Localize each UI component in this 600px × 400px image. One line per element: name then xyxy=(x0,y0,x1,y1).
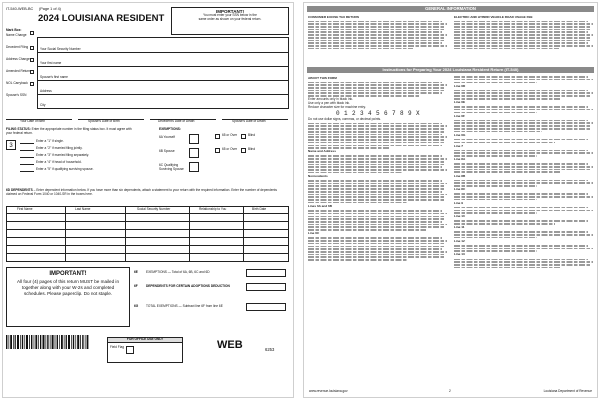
ev-fee-text xyxy=(454,21,594,50)
text-line xyxy=(454,207,588,209)
filing-option-2: Enter a "2" if married filing jointly. xyxy=(36,146,83,150)
blind-spouse-box[interactable] xyxy=(241,148,246,153)
text-line xyxy=(308,128,445,130)
instructions-bar: Instructions for Preparing Your 2024 Louisiana Resident Return (IT-540) xyxy=(307,67,594,73)
text-line xyxy=(454,131,542,133)
mark-box-heading: Mark Box: xyxy=(6,28,22,32)
text-line xyxy=(454,231,588,233)
important-heading: IMPORTANT! xyxy=(216,9,244,14)
mark-decedent-label: Decedent Filing xyxy=(6,45,29,49)
city-input[interactable] xyxy=(78,96,286,106)
text-line xyxy=(454,125,591,127)
first-name-field-label: Your first name xyxy=(40,61,62,65)
footer-department: Louisiana Department of Revenue xyxy=(543,389,592,394)
exemption-totals xyxy=(134,267,290,327)
text-line xyxy=(308,256,444,258)
line-13-text xyxy=(454,259,594,269)
text-line xyxy=(454,37,591,39)
line-6d-text xyxy=(454,90,594,100)
text-line xyxy=(308,21,442,23)
text-line xyxy=(308,185,445,187)
text-line xyxy=(308,188,444,190)
field-flag-box xyxy=(126,346,134,354)
text-line xyxy=(454,166,593,168)
text-line xyxy=(308,158,447,160)
line-6g-input[interactable] xyxy=(246,303,286,311)
dob-label-spouse: Spouse's Date of Birth xyxy=(88,119,120,123)
mark-amended-box[interactable] xyxy=(30,70,34,74)
text-line xyxy=(308,45,447,47)
text-line xyxy=(454,42,588,44)
section-line-6e: Line 6E xyxy=(454,100,466,105)
line-6e-num: 6E xyxy=(134,270,138,274)
text-line xyxy=(454,142,555,144)
text-line xyxy=(308,169,447,171)
line-11-text xyxy=(454,231,594,238)
text-line xyxy=(308,218,444,220)
text-line xyxy=(308,254,445,256)
important-mailing-heading: IMPORTANT! xyxy=(49,271,87,277)
line-8b-text xyxy=(454,180,594,187)
web-mark: WEB xyxy=(217,339,243,351)
line-6e-text xyxy=(454,106,594,113)
mark-amended-label: Amended Return xyxy=(6,69,31,73)
text-line xyxy=(308,180,442,182)
filing-status-box[interactable]: 3 xyxy=(6,140,16,150)
text-line xyxy=(308,84,447,86)
ocr-text xyxy=(308,123,448,149)
age-65-spouse-box[interactable] xyxy=(215,148,220,153)
line-12-text xyxy=(454,245,594,252)
spouse-name-field-label: Spouse's first name xyxy=(40,75,68,79)
mark-address-label: Address Change xyxy=(6,57,30,61)
text-line xyxy=(308,248,442,250)
dob-row xyxy=(6,113,289,125)
text-line xyxy=(454,193,588,195)
barcode xyxy=(6,335,90,349)
section-name-address: Name and Address xyxy=(308,149,336,154)
text-line xyxy=(308,29,444,31)
dod-label-spouse: Spouse's Date of Death xyxy=(232,119,266,123)
text-line xyxy=(454,185,537,187)
filing-status-intro: Enter the appropriate number in the filing status box. It must agree with your federal return. xyxy=(6,127,132,135)
mark-name-change-box[interactable] xyxy=(30,31,34,35)
text-line xyxy=(454,29,590,31)
ocr-guidance-line-4: Do not use dollar signs, commas, or decimal points. xyxy=(308,116,381,121)
text-line xyxy=(454,169,591,171)
text-line xyxy=(308,139,445,141)
line-9-text xyxy=(454,207,594,214)
address-field-label: Address xyxy=(40,89,52,93)
important-ssn-box xyxy=(171,7,289,35)
mark-decedent-box[interactable] xyxy=(30,46,34,50)
text-line xyxy=(454,79,593,81)
line-10-text xyxy=(454,220,594,224)
section-lines-6a-6b: Lines 6A and 6B xyxy=(308,203,332,208)
footer-url[interactable]: www.revenue.louisiana.gov xyxy=(309,389,348,394)
section-line-10: Line 10 xyxy=(454,214,465,219)
text-line xyxy=(308,26,445,28)
filing-option-1: Enter a "1" if single. xyxy=(36,139,64,143)
important-line-1: You must enter your SSN below in the xyxy=(203,13,257,17)
text-line xyxy=(308,259,407,261)
barcode-graphic xyxy=(6,335,90,349)
first-name-input[interactable] xyxy=(78,54,286,64)
text-line xyxy=(308,166,442,168)
dod-label-decedent: Decedent's Date of Death xyxy=(158,119,195,123)
text-line xyxy=(308,237,442,239)
important-mailing-box xyxy=(6,267,130,327)
line-6f-input[interactable] xyxy=(246,283,286,291)
dependents-instructions: 6D DEPENDENTS – Enter dependent information below. If you have more than six dependents, attach a statement to your return with the required information. Enter the number of dependents claimed on Federal Form 1040 or 1040-SR in the boxes here. xyxy=(6,188,277,196)
text-line xyxy=(454,248,593,250)
section-line-8b: Line 8B xyxy=(454,173,466,178)
line-8a-text xyxy=(454,163,594,173)
section-line-8c: Line 8C xyxy=(454,187,466,192)
col-birth-date: Birth Date xyxy=(252,207,267,211)
ev-fee-heading: ELECTRIC AND HYBRID VEHICLE ROAD USAGE FEE xyxy=(454,14,533,19)
text-line xyxy=(308,240,447,242)
important-line-2: same order as shown on your federal return. xyxy=(198,16,262,21)
age-65-label-1: 65 or Over xyxy=(222,133,238,137)
text-line xyxy=(308,226,445,228)
text-line xyxy=(308,191,442,193)
section-line-9: Line 9 xyxy=(454,200,463,205)
filing-status-heading: FILING STATUS: xyxy=(6,127,31,131)
text-line xyxy=(454,261,593,263)
text-line xyxy=(454,264,591,266)
text-line xyxy=(308,31,442,33)
spouse-name-input[interactable] xyxy=(78,68,286,78)
text-line xyxy=(454,21,588,23)
ocr-digits: 0 1 2 3 4 5 6 7 8 9 X xyxy=(335,109,420,117)
col-last-name: Last Name xyxy=(75,207,91,211)
line-6g-text xyxy=(454,139,594,143)
line-6g-num: 6G xyxy=(134,304,139,308)
text-line xyxy=(454,109,593,111)
blind-label-2: Blind xyxy=(248,147,256,151)
line-6f-label: DEPENDENTS FOR CERTAIN ADOPTIONS DEDUCTION xyxy=(146,284,230,288)
form-code: 6253 xyxy=(265,347,275,352)
text-line xyxy=(454,237,537,239)
line-6e-input[interactable] xyxy=(246,269,286,277)
text-line xyxy=(308,210,442,212)
filing-option-3: Enter a "3" if married filing separately. xyxy=(36,153,90,157)
text-line xyxy=(308,229,426,231)
text-line xyxy=(308,23,447,25)
text-line xyxy=(308,161,445,163)
text-line xyxy=(308,216,445,218)
about-heading: ABOUT THIS FORM xyxy=(308,75,337,80)
text-line xyxy=(454,23,593,25)
city-field-label: City xyxy=(40,103,46,107)
text-line xyxy=(454,212,537,214)
dependents-text: Enter dependent information below. If you have more than six dependents, attach a statement to your return with the required information. Enter the number of dependents claimed on Federal Form 1040 or 1040-SR in the boxes here. xyxy=(6,188,277,196)
mark-name-change-label: Name Change xyxy=(6,33,27,37)
section-line-6g: Line 6G xyxy=(454,132,466,137)
dependents-heading: DEPENDENTS xyxy=(10,188,33,192)
section-line-12: Line 12 xyxy=(454,238,465,243)
blind-you-box[interactable] xyxy=(241,134,246,139)
footer-page-number: 2 xyxy=(449,389,451,394)
text-line xyxy=(308,224,447,226)
ssn-input[interactable] xyxy=(78,40,286,50)
text-line xyxy=(308,199,444,201)
text-line xyxy=(454,259,588,261)
exemptions-section xyxy=(159,128,289,186)
section-nonresidents: Nonresidents xyxy=(308,173,328,178)
mark-nol-box[interactable] xyxy=(30,82,34,86)
text-line xyxy=(454,196,593,198)
line-6e-label: EXEMPTIONS — Total of 6A, 6B, 6C and 6D xyxy=(146,270,210,274)
text-line xyxy=(454,112,537,114)
text-line xyxy=(308,37,445,39)
section-line-6d: Line 6D xyxy=(454,83,466,88)
text-line xyxy=(308,87,445,89)
text-line xyxy=(454,152,593,154)
exemption-6b-box[interactable] xyxy=(189,148,199,158)
col-relationship: Relationship to You xyxy=(199,207,227,211)
address-input[interactable] xyxy=(78,82,286,92)
consumer-excise-heading: CONSUMER EXCISE TAX RETURN xyxy=(308,14,359,19)
text-line xyxy=(308,145,442,147)
text-line xyxy=(308,82,442,84)
page-label: (Page 1 of 4) xyxy=(39,7,61,11)
text-line xyxy=(308,183,447,185)
text-line xyxy=(308,42,442,44)
text-line xyxy=(454,82,537,84)
text-line xyxy=(308,155,442,157)
field-flag-label: Field Flag xyxy=(110,345,124,349)
dependents-table xyxy=(6,206,289,262)
text-line xyxy=(308,251,447,253)
text-line xyxy=(308,48,413,50)
instructions-column-left xyxy=(308,75,448,383)
text-line xyxy=(308,92,442,94)
text-line xyxy=(454,150,588,152)
text-line xyxy=(454,182,593,184)
col-ssn: Social Security Number xyxy=(137,207,171,211)
dependents-number: 6D xyxy=(6,188,11,192)
consumer-excise-column xyxy=(308,14,448,62)
line-6g-label: TOTAL EXEMPTIONS — Subtract line 6F from line 6E xyxy=(146,304,223,308)
text-line xyxy=(454,98,560,100)
text-line xyxy=(454,95,591,97)
text-line xyxy=(454,250,537,252)
text-line xyxy=(308,164,444,166)
text-line xyxy=(308,90,444,92)
consumer-excise-text xyxy=(308,21,448,50)
section-line-6f: Line 6F xyxy=(454,113,465,118)
text-line xyxy=(454,122,593,124)
form-page-1 xyxy=(2,2,294,398)
text-line xyxy=(454,106,588,108)
text-line xyxy=(454,220,588,222)
exemption-6c: 6C Qualifying Surviving Spouse xyxy=(159,163,184,171)
section-line-13: Line 13 xyxy=(454,252,465,257)
text-line xyxy=(454,223,555,225)
filing-option-5: Enter a "5" if qualifying surviving spouse. xyxy=(36,167,94,171)
text-line xyxy=(308,34,447,36)
text-line xyxy=(454,76,588,78)
ocr-guidance-line-2: Use only a pen with black ink. xyxy=(308,100,350,105)
filing-option-4: Enter a "4" if head of household. xyxy=(36,160,82,164)
form-id: IT-540-WEB-BC xyxy=(6,7,34,11)
text-line xyxy=(454,171,560,173)
taxpayer-info-area xyxy=(37,37,289,109)
exemption-6a-box[interactable] xyxy=(189,134,199,144)
age-65-label-2: 65 or Over xyxy=(222,147,238,151)
text-line xyxy=(308,196,445,198)
text-line xyxy=(454,155,537,157)
ocr-guidance-line-1: Enter amounts only in black ink. xyxy=(308,96,354,101)
exemption-6a: 6A Yourself xyxy=(159,135,175,139)
form-title: 2024 LOUISIANA RESIDENT xyxy=(38,13,165,24)
text-line xyxy=(454,92,593,94)
text-line xyxy=(308,243,445,245)
text-line xyxy=(454,245,588,247)
exemption-6c-box[interactable] xyxy=(189,162,199,172)
continued-text xyxy=(454,76,594,83)
line-8c-text xyxy=(454,193,594,200)
text-line xyxy=(308,134,442,136)
text-line xyxy=(454,45,593,47)
text-line xyxy=(454,128,590,130)
mark-box-column xyxy=(6,29,34,106)
form-page-2-instructions xyxy=(303,2,598,398)
line-7-text xyxy=(454,150,594,157)
text-line xyxy=(308,221,442,223)
text-line xyxy=(454,210,593,212)
text-line xyxy=(308,136,447,138)
text-line xyxy=(308,194,447,196)
blind-label-1: Blind xyxy=(248,133,256,137)
text-line xyxy=(308,40,444,42)
name-address-text xyxy=(308,155,448,173)
instructions-column-right xyxy=(454,75,594,383)
age-65-you-box[interactable] xyxy=(215,134,220,139)
mark-nol-label: NOL Carryback xyxy=(6,81,28,85)
text-line xyxy=(454,40,590,42)
text-line xyxy=(454,26,591,28)
section-line-7: Line 7 xyxy=(454,143,463,148)
text-line xyxy=(454,180,588,182)
col-first-name: First Name xyxy=(17,207,33,211)
office-use-box xyxy=(107,337,183,363)
text-line xyxy=(454,199,537,201)
text-line xyxy=(454,31,588,33)
office-use-heading: FOR OFFICE USE ONLY xyxy=(108,338,182,343)
text-line xyxy=(454,139,588,141)
text-line xyxy=(454,234,593,236)
text-line xyxy=(308,246,444,248)
about-text xyxy=(308,82,448,97)
general-info-bar: GENERAL INFORMATION xyxy=(307,6,594,12)
line-6c-text xyxy=(308,237,448,260)
ssn-field-label: Your Social Security Number xyxy=(40,47,81,51)
mark-nol[interactable] xyxy=(6,82,34,94)
text-line xyxy=(454,34,593,36)
text-line xyxy=(454,267,560,269)
spouse-ssn-label: Spouse's SSN xyxy=(6,93,27,97)
important-mailing-text: All four (4) pages of this return MUST be mailed in together along with your W-2s and completed schedules. Please paperclip. Do not staple. xyxy=(16,279,120,296)
text-line xyxy=(308,131,444,133)
exemption-6b: 6B Spouse xyxy=(159,149,175,153)
section-line-6c: Line 6C xyxy=(308,231,320,236)
text-line xyxy=(454,163,588,165)
text-line xyxy=(454,48,559,50)
text-line xyxy=(308,123,442,125)
mark-address-box[interactable] xyxy=(30,58,34,62)
exemptions-heading: EXEMPTIONS: xyxy=(159,127,181,131)
filing-status-section xyxy=(6,128,156,190)
dob-label-you: Your Date of Birth xyxy=(20,119,46,123)
lines-6a-6b-text xyxy=(308,210,448,231)
section-line-8a: Line 8A xyxy=(454,157,466,162)
text-line xyxy=(308,142,444,144)
text-line xyxy=(308,213,447,215)
text-line xyxy=(308,125,447,127)
ocr-guidance-line-3: Reduce character size for machine entry. xyxy=(308,104,366,109)
line-6f-num: 6F xyxy=(134,284,138,288)
ev-fee-column xyxy=(454,14,594,62)
text-line xyxy=(454,120,588,122)
section-line-11: Line 11 xyxy=(454,225,465,230)
nonresidents-text xyxy=(308,180,448,203)
text-line xyxy=(454,90,588,92)
line-6f-text xyxy=(454,120,594,133)
